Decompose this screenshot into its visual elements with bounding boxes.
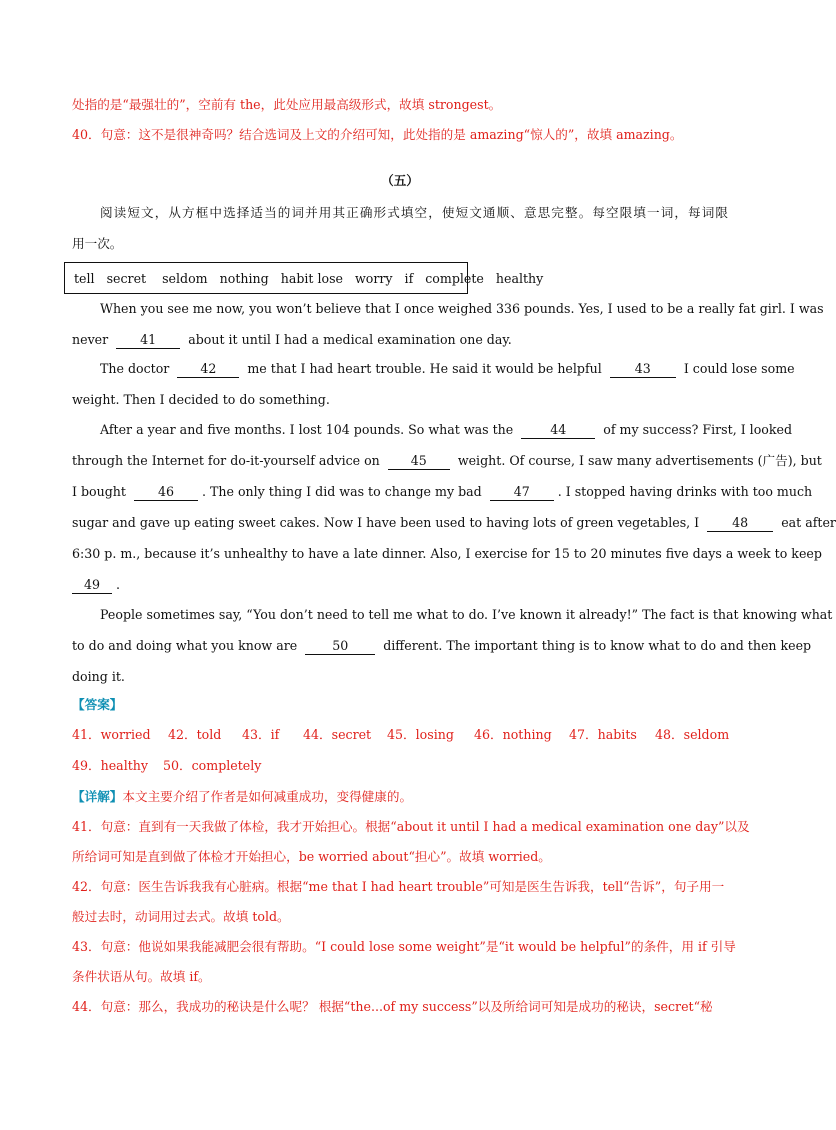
text-run: to do and doing what you know are [72,638,298,653]
section-title: （五） [381,173,419,188]
text-run: different. The important thing is to know what to do and then keep [383,638,812,653]
text-run: never [72,332,109,347]
text-run: through the Internet for do-it-yourself advice on [72,453,380,468]
answer-item: 48．seldom [655,727,730,742]
passage-p2-line-1 [100,359,795,379]
blank-47: 47 [490,484,554,501]
word-bank-box [64,262,544,294]
text-run: The doctor [100,361,170,376]
blank-48: 48 [707,515,773,532]
blank-42: 42 [177,361,239,378]
passage-p3-line-5: 6:30 p. m., because it’s unhealthy to have a late dinner. Also, I exercise for 15 to 20 minutes five days a week to keep [72,546,822,561]
explain-43-line-1: 43．句意：他说如果我能减肥会很有帮助。“I could lose some weight”是“it would be helpful”的条件，用 if 引导 [72,939,736,954]
answer-item: 44．secret [303,727,372,742]
answer-item: 49．healthy [72,758,149,773]
text-run: I could lose some [683,361,795,376]
answer-label: 【答案】 [72,697,123,712]
word-bank: tell secret seldom nothing habit lose worry if complete healthy [74,271,544,286]
prev-explanation-line-2: 40．句意：这不是很神奇吗？结合选词及上文的介绍可知，此处指的是 amazing“惊人的”，故填 amazing。 [72,127,683,142]
text-run: . [116,577,121,592]
blank-45: 45 [388,453,450,470]
explain-41-line-1: 41．句意：直到有一天我做了体检，我才开始担心。根据“about it until I had a medical examination one day”以及 [72,819,750,834]
blank-43: 43 [610,361,676,378]
text-run: sugar and gave up eating sweet cakes. Now I have been used to having lots of green vegetables, I [72,515,700,530]
text-run: . The only thing I did was to change my bad [201,484,482,499]
explain-41-line-2: 所给词可知是直到做了体检才开始担心，be worried about“担心”。故填 worried。 [72,849,551,864]
passage-p3-line-6 [72,575,728,595]
explain-42-line-2: 般过去时，动词用过去式。故填 told。 [72,909,290,924]
answer-item: 43．if [242,727,280,742]
instruction-line-1: 阅读短文，从方框中选择适当的词并用其正确形式填空，使短文通顺、意思完整。每空限填一词，每词限 [100,205,728,220]
blank-41: 41 [116,332,180,349]
instruction-line-2: 用一次。 [72,236,123,251]
text-run: I bought [72,484,126,499]
prev-explanation-line-1: 处指的是“最强壮的”，空前有 the，此处应用最高级形式，故填 strongest。 [72,97,502,112]
explain-43-line-2: 条件状语从句。故填 if。 [72,969,211,984]
passage-p1-line-2 [72,330,728,350]
passage-p3-line-2 [72,451,822,471]
explain-42-line-1: 42．句意：医生告诉我我有心脏病。根据“me that I had heart trouble”可知是医生告诉我，tell“告诉”，句子用一 [72,879,725,894]
blank-44: 44 [521,422,595,439]
text-run: of my success? First, I looked [603,422,793,437]
detail-line [72,787,728,807]
answer-item: 45．losing [387,727,454,742]
text-run: about it until I had a medical examination one day. [188,332,512,347]
passage-p4-line-1: People sometimes say, “You don’t need to tell me what to do. I’ve known it already!” The fact is that knowing what [100,607,833,622]
text-run: . I stopped having drinks with too much [557,484,813,499]
passage-p4-line-3: doing it. [72,669,125,684]
answer-item: 46．nothing [474,727,552,742]
detail-summary: 本文主要介绍了作者是如何减重成功，变得健康的。 [122,789,413,804]
answer-item: 42．told [168,727,222,742]
text-run: After a year and five months. I lost 104 pounds. So what was the [100,422,514,437]
answer-item: 47．habits [569,727,637,742]
passage-p2-line-2: weight. Then I decided to do something. [72,392,330,407]
detail-label: 【详解】 [72,789,123,804]
blank-49: 49 [72,577,112,594]
text-run: eat after [781,515,836,530]
answer-item: 41．worried [72,727,151,742]
text-run: weight. Of course, I saw many advertisements (广告), but [457,453,822,468]
passage-p3-line-1 [100,420,793,440]
text-run: me that I had heart trouble. He said it would be helpful [247,361,602,376]
passage-p3-line-3 [72,482,813,502]
explain-44-line-1: 44．句意：那么，我成功的秘诀是什么呢？ 根据“the...of my success”以及所给词可知是成功的秘诀，secret“秘 [72,999,713,1014]
passage-p3-line-4 [72,513,836,533]
passage-p4-line-2 [72,636,812,656]
blank-50: 50 [305,638,375,655]
passage-p1-line-1: When you see me now, you won’t believe that I once weighed 336 pounds. Yes, I used to be a really fat girl. I was [100,301,824,316]
blank-46: 46 [134,484,198,501]
answer-item: 50．completely [163,758,262,773]
